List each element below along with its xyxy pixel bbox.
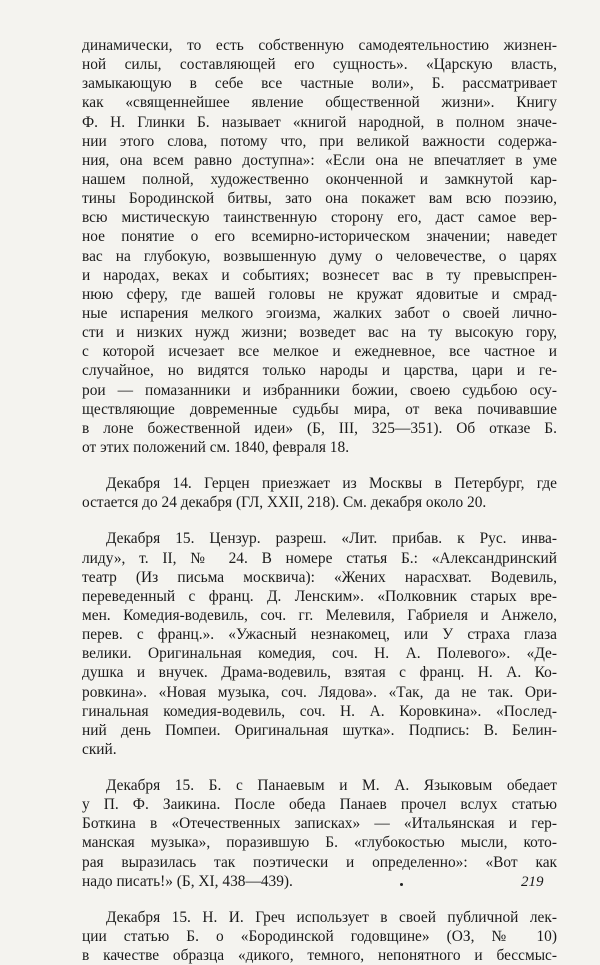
text-line: переведенный с франц. Д. Ленским». «Полковник старых вре- (82, 587, 557, 605)
text-line: ное понятие о его всемирно-историческом значении; наведет (82, 228, 557, 246)
text-line: всю мистическую таинственную сторону его, даст самое вер- (82, 209, 557, 227)
text-line: рои — помазанники и избранники божии, своею судьбою осу- (82, 381, 557, 399)
text-line: ции статью Б. о «Бородинской годовщине» (ОЗ, № 10) (82, 928, 557, 946)
paragraph-grech-lecture (82, 908, 557, 965)
text-line: в лоне божественной идеи» (Б, III, 325—351). Об отказе Б. (82, 419, 557, 437)
text-line: нюю сферу, где вашей головы не кружат ядовитые и смрад- (82, 285, 557, 303)
text-line: мен. Комедия-водевиль, соч. гг. Мелевиля, Габриеля и Анжело, (82, 606, 557, 624)
text-line: Декабря 15. Б. с Панаевым и М. А. Языковым обедает (106, 777, 557, 795)
text-line: перев. с франц.». «Ужасный незнакомец, или У страха глаза (82, 626, 557, 644)
text-line: ществляющие довременные судьбы мира, от века почивавшие (82, 400, 557, 418)
text-line: Декабря 15. Н. И. Греч использует в своей публичной лек- (106, 908, 557, 926)
text-line: у П. Ф. Заикина. После обеда Панаев прочел вслух статью (82, 796, 557, 814)
paragraph-herzen-arrival (82, 474, 557, 512)
text-line: душка и внучек. Драма-водевиль, взятая с франц. Н. А. Ко- (82, 664, 557, 682)
text-line: нашем полной, художественно оконченной и замкнутой кар- (82, 170, 557, 188)
text-line: нии этого слова, потому что, при великой важности содержа- (82, 132, 557, 150)
text-line: сти и низких нужд жизни; возведет вас на ту высокую гору, (82, 324, 557, 342)
text-line: и народах, веках и событиях; вознесет вас в ту превыспрен- (82, 266, 557, 284)
text-line: ровкина». «Новая музыка, соч. Лядова». «Так, да не так. Ори- (82, 683, 557, 701)
ink-dot (400, 883, 403, 886)
text-line: ния, она всем равно доступна»: «Если она не впечатляет в уме (82, 151, 557, 169)
text-line: с которой исчезает все мелкое и ежедневное, все частное и (82, 343, 557, 361)
text-line: ной силы, составляющей его сущность». «Царскую власть, (82, 56, 557, 74)
text-line: как «священнейшее явление общественной жизни». Книгу (82, 94, 557, 112)
text-line: манская музыка», поразившую Б. «глубокостью мысли, кото- (82, 834, 557, 852)
text-line: рая выразилась так поэтически и определенно»: «Вот как (82, 853, 557, 871)
text-line: велики. Оригинальная комедия, соч. Н. А. Полевого». «Де- (82, 645, 557, 663)
text-line: надо писать!» (Б, XI, 438—439). (82, 872, 293, 890)
text-line: Декабря 14. Герцен приезжает из Москвы в Петербург, где (106, 475, 557, 493)
text-line: тины Бородинской битвы, зато она покажет вам всю поэзию, (82, 190, 557, 208)
text-line: в качестве образца «дикого, темного, непонятного и бессмыс- (82, 947, 557, 965)
paragraph-borodino-review (82, 36, 557, 457)
text-line: вас на глубокую, возвышенную думу о человечестве, о царях (82, 247, 557, 265)
text-line: Декабря 15. Цензур. разреш. «Лит. прибав. к Рус. инва- (106, 530, 557, 548)
text-line: театр (Из письма москвича): «Жених нарасхват. Водевиль, (82, 568, 557, 586)
text-line: динамически, то есть собственную самодеятельностию жизнен- (82, 37, 557, 54)
text-line: Ф. Н. Глинки Б. называет «книгой народной, в полном значе- (82, 113, 557, 131)
text-line: гинальная комедия-водевиль, соч. Н. А. Коровкина». «Послед- (82, 702, 557, 720)
text-line: ский. (82, 740, 117, 758)
text-line: ний день Помпеи. Оригинальная шутка». Подпись: В. Белин- (82, 721, 557, 739)
text-line: Боткина в «Отечественных записках» — «Итальянская и гер- (82, 815, 557, 833)
text-line: замыкающую в себе все частные воли», Б. рассматривает (82, 75, 557, 93)
paragraph-dinner-zaikin (82, 776, 557, 891)
text-line: остается до 24 декабря (ГЛ, XXII, 218). См. декабря около 20. (82, 494, 487, 512)
text-line: от этих положений см. 1840, февраля 18. (82, 438, 350, 456)
page-number: 219 (521, 874, 544, 890)
paragraph-censorship-permit (82, 529, 557, 759)
body-text (82, 36, 557, 965)
text-line: случайное, но видятся только народы и царства, цари и ге- (82, 362, 557, 380)
text-line: ные испарения мелкого эгоизма, жалких забот о своей лично- (82, 304, 557, 322)
text-line: лиду», т. II, № 24. В номере статья Б.: «Александринский (82, 549, 557, 567)
